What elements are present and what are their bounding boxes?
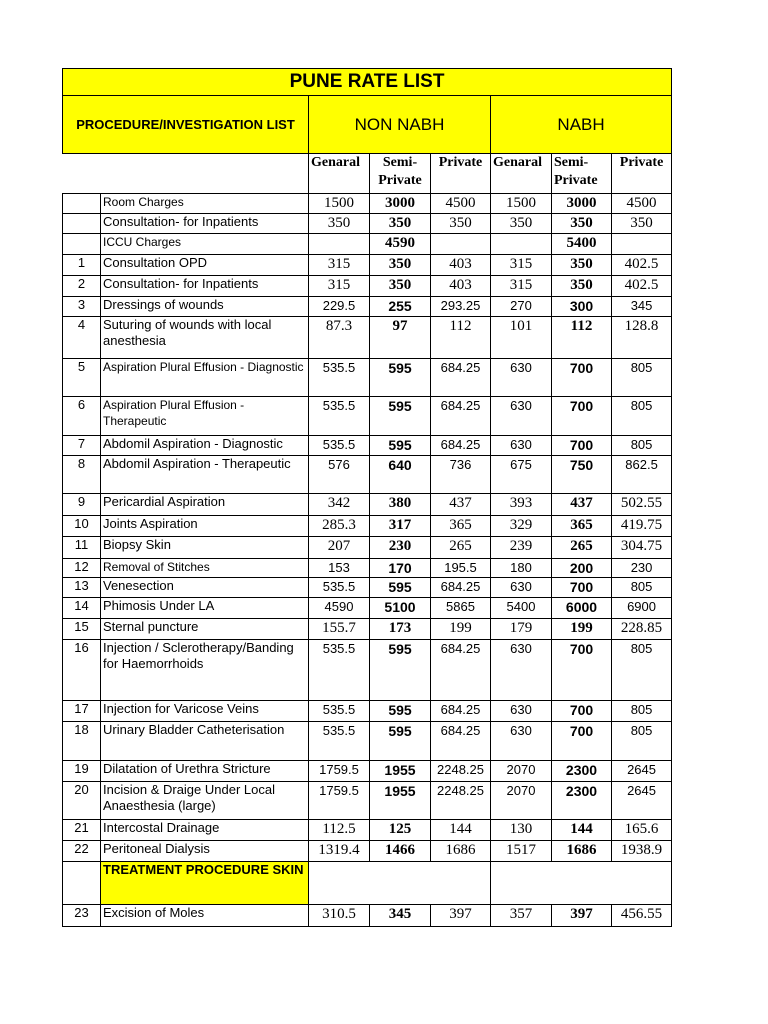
procedure-name: Urinary Bladder Catheterisation: [101, 722, 309, 761]
blank-cell: [63, 154, 101, 194]
procedure-name: TREATMENT PROCEDURE SKIN: [101, 862, 309, 905]
rate-cell: 1686: [552, 841, 612, 862]
rate-cell: 1955: [370, 761, 431, 782]
rate-cell: 402.5: [612, 255, 672, 276]
row-number: 11: [63, 537, 101, 559]
rate-cell: 700: [552, 640, 612, 701]
rate-cell: 304.75: [612, 537, 672, 559]
rate-cell: 153: [309, 559, 370, 578]
row-number: 8: [63, 456, 101, 494]
rate-cell: 310.5: [309, 905, 370, 927]
rate-cell: 700: [552, 701, 612, 722]
rate-cell: 128.8: [612, 317, 672, 359]
rate-cell: 393: [491, 494, 552, 516]
rate-cell: 700: [552, 436, 612, 456]
rate-cell: 630: [491, 578, 552, 598]
table-row: [63, 255, 672, 276]
row-number: 22: [63, 841, 101, 862]
rate-cell: 293.25: [431, 297, 491, 317]
row-number: 15: [63, 619, 101, 640]
procedure-list-header: PROCEDURE/INVESTIGATION LIST: [63, 96, 309, 154]
rate-cell: 595: [370, 359, 431, 397]
rate-cell: 684.25: [431, 640, 491, 701]
rate-table: [62, 68, 672, 927]
rate-cell: 397: [431, 905, 491, 927]
procedure-name: Incision & Draige Under Local Anaesthesia (large): [101, 782, 309, 820]
rate-cell: 4500: [431, 194, 491, 214]
row-number: 12: [63, 559, 101, 578]
rate-cell: 1319.4: [309, 841, 370, 862]
rate-cell: 315: [491, 255, 552, 276]
rate-cell: 2070: [491, 761, 552, 782]
procedure-name: Consultation- for Inpatients: [101, 214, 309, 234]
procedure-name: Sternal puncture: [101, 619, 309, 640]
rate-cell: 199: [431, 619, 491, 640]
table-row: [63, 436, 672, 456]
blank-cell: [309, 862, 491, 905]
rate-cell: 2070: [491, 782, 552, 820]
rate-cell: 265: [431, 537, 491, 559]
rate-cell: 700: [552, 578, 612, 598]
procedure-name: Phimosis Under LA: [101, 598, 309, 619]
rate-cell: 2248.25: [431, 761, 491, 782]
sub-header: Genaral: [309, 154, 370, 194]
rate-cell: 2645: [612, 782, 672, 820]
rate-cell: 397: [552, 905, 612, 927]
rate-cell: 87.3: [309, 317, 370, 359]
rate-cell: 4590: [370, 234, 431, 255]
rate-cell: 5400: [552, 234, 612, 255]
rate-cell: 684.25: [431, 359, 491, 397]
rate-cell: 350: [309, 214, 370, 234]
rate-cell: 805: [612, 578, 672, 598]
rate-cell: 595: [370, 436, 431, 456]
row-number: 2: [63, 276, 101, 297]
rate-cell: 155.7: [309, 619, 370, 640]
sub-header: Semi- Private: [370, 154, 431, 194]
rate-cell: 862.5: [612, 456, 672, 494]
rate-cell: 630: [491, 359, 552, 397]
rate-cell: 350: [552, 214, 612, 234]
rate-cell: 350: [370, 214, 431, 234]
rate-cell: 173: [370, 619, 431, 640]
table-row: [63, 722, 672, 761]
row-number: 4: [63, 317, 101, 359]
procedure-name: Joints Aspiration: [101, 516, 309, 537]
nabh-header: NABH: [491, 96, 672, 154]
row-number: [63, 214, 101, 234]
rate-cell: 345: [370, 905, 431, 927]
row-number: 21: [63, 820, 101, 841]
rate-cell: 805: [612, 701, 672, 722]
rate-cell: 456.55: [612, 905, 672, 927]
procedure-name: Aspiration Plural Effusion - Diagnostic: [101, 359, 309, 397]
rate-cell: 595: [370, 640, 431, 701]
rate-cell: 2300: [552, 782, 612, 820]
table-row: [63, 397, 672, 436]
rate-cell: 419.75: [612, 516, 672, 537]
procedure-name: Injection for Varicose Veins: [101, 701, 309, 722]
procedure-name: Removal of Stitches: [101, 559, 309, 578]
rate-cell: 630: [491, 701, 552, 722]
table-row: [63, 905, 672, 927]
rate-cell: 1686: [431, 841, 491, 862]
page-title: PUNE RATE LIST: [63, 69, 672, 96]
rate-cell: 317: [370, 516, 431, 537]
procedure-name: Abdomil Aspiration - Therapeutic: [101, 456, 309, 494]
procedure-name: Dilatation of Urethra Stricture: [101, 761, 309, 782]
rate-cell: 6000: [552, 598, 612, 619]
table-row: [63, 578, 672, 598]
rate-cell: 630: [491, 640, 552, 701]
rate-cell: 342: [309, 494, 370, 516]
rate-cell: 630: [491, 397, 552, 436]
procedure-name: Consultation- for Inpatients: [101, 276, 309, 297]
rate-cell: 805: [612, 397, 672, 436]
rate-cell: 179: [491, 619, 552, 640]
rate-cell: 5865: [431, 598, 491, 619]
rate-cell: 595: [370, 701, 431, 722]
rate-cell: 4590: [309, 598, 370, 619]
table-row: [63, 841, 672, 862]
rate-cell: 403: [431, 255, 491, 276]
rate-cell: 805: [612, 722, 672, 761]
table-row: [63, 537, 672, 559]
rate-cell: 6900: [612, 598, 672, 619]
rate-cell: [491, 234, 552, 255]
rate-cell: 437: [431, 494, 491, 516]
non-nabh-header: NON NABH: [309, 96, 491, 154]
row-number: 17: [63, 701, 101, 722]
rate-cell: 684.25: [431, 436, 491, 456]
rate-cell: 207: [309, 537, 370, 559]
rate-cell: 125: [370, 820, 431, 841]
rate-cell: 265: [552, 537, 612, 559]
table-row: [63, 820, 672, 841]
table-row: [63, 640, 672, 701]
rate-cell: 350: [491, 214, 552, 234]
rate-cell: 684.25: [431, 701, 491, 722]
procedure-name: Aspiration Plural Effusion - Therapeutic: [101, 397, 309, 436]
rate-cell: 1759.5: [309, 782, 370, 820]
row-number: 1: [63, 255, 101, 276]
procedure-name: Excision of Moles: [101, 905, 309, 927]
table-row: [63, 276, 672, 297]
rate-cell: 112.5: [309, 820, 370, 841]
rate-cell: 255: [370, 297, 431, 317]
rate-cell: 101: [491, 317, 552, 359]
procedure-name: Room Charges: [101, 194, 309, 214]
rate-cell: 5100: [370, 598, 431, 619]
table-row: [63, 317, 672, 359]
rate-cell: 700: [552, 397, 612, 436]
table-row: [63, 619, 672, 640]
rate-cell: 1500: [491, 194, 552, 214]
rate-cell: 365: [431, 516, 491, 537]
rate-cell: 230: [370, 537, 431, 559]
rate-cell: 350: [370, 255, 431, 276]
table-row: [63, 494, 672, 516]
rate-cell: 630: [491, 722, 552, 761]
procedure-name: Pericardial Aspiration: [101, 494, 309, 516]
rate-cell: 700: [552, 722, 612, 761]
rate-cell: 3000: [552, 194, 612, 214]
rate-cell: 112: [431, 317, 491, 359]
rate-cell: 684.25: [431, 397, 491, 436]
row-number: 9: [63, 494, 101, 516]
table-row: [63, 516, 672, 537]
row-number: [63, 234, 101, 255]
rate-cell: 640: [370, 456, 431, 494]
rate-cell: 805: [612, 436, 672, 456]
procedure-name: Injection / Sclerotherapy/Banding for Haemorrhoids: [101, 640, 309, 701]
row-number: 10: [63, 516, 101, 537]
rate-cell: 350: [370, 276, 431, 297]
rate-cell: 228.85: [612, 619, 672, 640]
table-row: [63, 214, 672, 234]
rate-cell: 350: [431, 214, 491, 234]
rate-cell: 180: [491, 559, 552, 578]
rate-cell: 684.25: [431, 722, 491, 761]
rate-cell: 1955: [370, 782, 431, 820]
procedure-name: Consultation OPD: [101, 255, 309, 276]
table-row: [63, 701, 672, 722]
rate-cell: 200: [552, 559, 612, 578]
rate-cell: 3000: [370, 194, 431, 214]
rate-cell: 165.6: [612, 820, 672, 841]
rate-cell: 270: [491, 297, 552, 317]
rate-cell: 350: [552, 276, 612, 297]
rate-cell: 345: [612, 297, 672, 317]
table-row: [63, 234, 672, 255]
rate-cell: 2645: [612, 761, 672, 782]
rate-cell: 97: [370, 317, 431, 359]
rate-cell: 350: [612, 214, 672, 234]
row-number: 6: [63, 397, 101, 436]
row-number: 3: [63, 297, 101, 317]
rate-cell: [309, 234, 370, 255]
row-number: 5: [63, 359, 101, 397]
sub-header: Private: [612, 154, 672, 194]
rate-cell: 315: [309, 276, 370, 297]
rate-cell: 2300: [552, 761, 612, 782]
rate-cell: 144: [552, 820, 612, 841]
rate-cell: 595: [370, 722, 431, 761]
rate-cell: 315: [491, 276, 552, 297]
sub-header: Semi- Private: [552, 154, 612, 194]
rate-cell: [431, 234, 491, 255]
rate-cell: 199: [552, 619, 612, 640]
rate-cell: 2248.25: [431, 782, 491, 820]
rate-cell: 535.5: [309, 701, 370, 722]
rate-cell: 750: [552, 456, 612, 494]
rate-cell: 5400: [491, 598, 552, 619]
table-row: [63, 297, 672, 317]
rate-cell: 805: [612, 640, 672, 701]
rate-cell: 684.25: [431, 578, 491, 598]
rate-cell: 1938.9: [612, 841, 672, 862]
procedure-name: Suturing of wounds with local anesthesia: [101, 317, 309, 359]
table-row: [63, 194, 672, 214]
rate-cell: 1466: [370, 841, 431, 862]
row-number: 7: [63, 436, 101, 456]
rate-cell: 229.5: [309, 297, 370, 317]
rate-cell: 365: [552, 516, 612, 537]
procedure-name: Intercostal Drainage: [101, 820, 309, 841]
rate-cell: 700: [552, 359, 612, 397]
table-row: [63, 862, 672, 905]
table-row: [63, 359, 672, 397]
procedure-name: ICCU Charges: [101, 234, 309, 255]
sub-header: Genaral: [491, 154, 552, 194]
rate-cell: 380: [370, 494, 431, 516]
procedure-name: Dressings of wounds: [101, 297, 309, 317]
rate-cell: 535.5: [309, 578, 370, 598]
row-number: [63, 194, 101, 214]
procedure-name: Abdomil Aspiration - Diagnostic: [101, 436, 309, 456]
rate-cell: 437: [552, 494, 612, 516]
rate-cell: 195.5: [431, 559, 491, 578]
procedure-name: Biopsy Skin: [101, 537, 309, 559]
sub-header: Private: [431, 154, 491, 194]
rate-cell: 357: [491, 905, 552, 927]
rate-cell: 675: [491, 456, 552, 494]
rate-cell: 630: [491, 436, 552, 456]
table-row: [63, 761, 672, 782]
table-row: [63, 559, 672, 578]
table-row: [63, 598, 672, 619]
table-row: [63, 782, 672, 820]
rate-cell: [612, 234, 672, 255]
rate-cell: 315: [309, 255, 370, 276]
rate-cell: 350: [552, 255, 612, 276]
blank-cell: [491, 862, 672, 905]
rate-cell: 535.5: [309, 397, 370, 436]
rate-cell: 285.3: [309, 516, 370, 537]
procedure-name: Peritoneal Dialysis: [101, 841, 309, 862]
rate-cell: 535.5: [309, 722, 370, 761]
rate-cell: 576: [309, 456, 370, 494]
row-number: 20: [63, 782, 101, 820]
rate-cell: 403: [431, 276, 491, 297]
rate-cell: 144: [431, 820, 491, 841]
row-number: 14: [63, 598, 101, 619]
rate-cell: 805: [612, 359, 672, 397]
rate-list-sheet: [62, 68, 671, 927]
rate-cell: 1759.5: [309, 761, 370, 782]
blank-cell: [101, 154, 309, 194]
procedure-name: Venesection: [101, 578, 309, 598]
row-number: 16: [63, 640, 101, 701]
rate-cell: 402.5: [612, 276, 672, 297]
row-number: 18: [63, 722, 101, 761]
rate-cell: 239: [491, 537, 552, 559]
rate-cell: 595: [370, 578, 431, 598]
rate-cell: 595: [370, 397, 431, 436]
row-number: 13: [63, 578, 101, 598]
rate-cell: 1517: [491, 841, 552, 862]
rate-cell: 535.5: [309, 436, 370, 456]
rate-cell: 230: [612, 559, 672, 578]
rate-cell: 130: [491, 820, 552, 841]
rate-cell: 535.5: [309, 359, 370, 397]
rate-cell: 4500: [612, 194, 672, 214]
row-number: [63, 862, 101, 905]
rate-cell: 300: [552, 297, 612, 317]
rate-cell: 535.5: [309, 640, 370, 701]
rate-cell: 502.55: [612, 494, 672, 516]
row-number: 23: [63, 905, 101, 927]
rate-cell: 329: [491, 516, 552, 537]
rate-cell: 736: [431, 456, 491, 494]
rate-cell: 1500: [309, 194, 370, 214]
rate-cell: 112: [552, 317, 612, 359]
rate-cell: 170: [370, 559, 431, 578]
row-number: 19: [63, 761, 101, 782]
table-row: [63, 456, 672, 494]
